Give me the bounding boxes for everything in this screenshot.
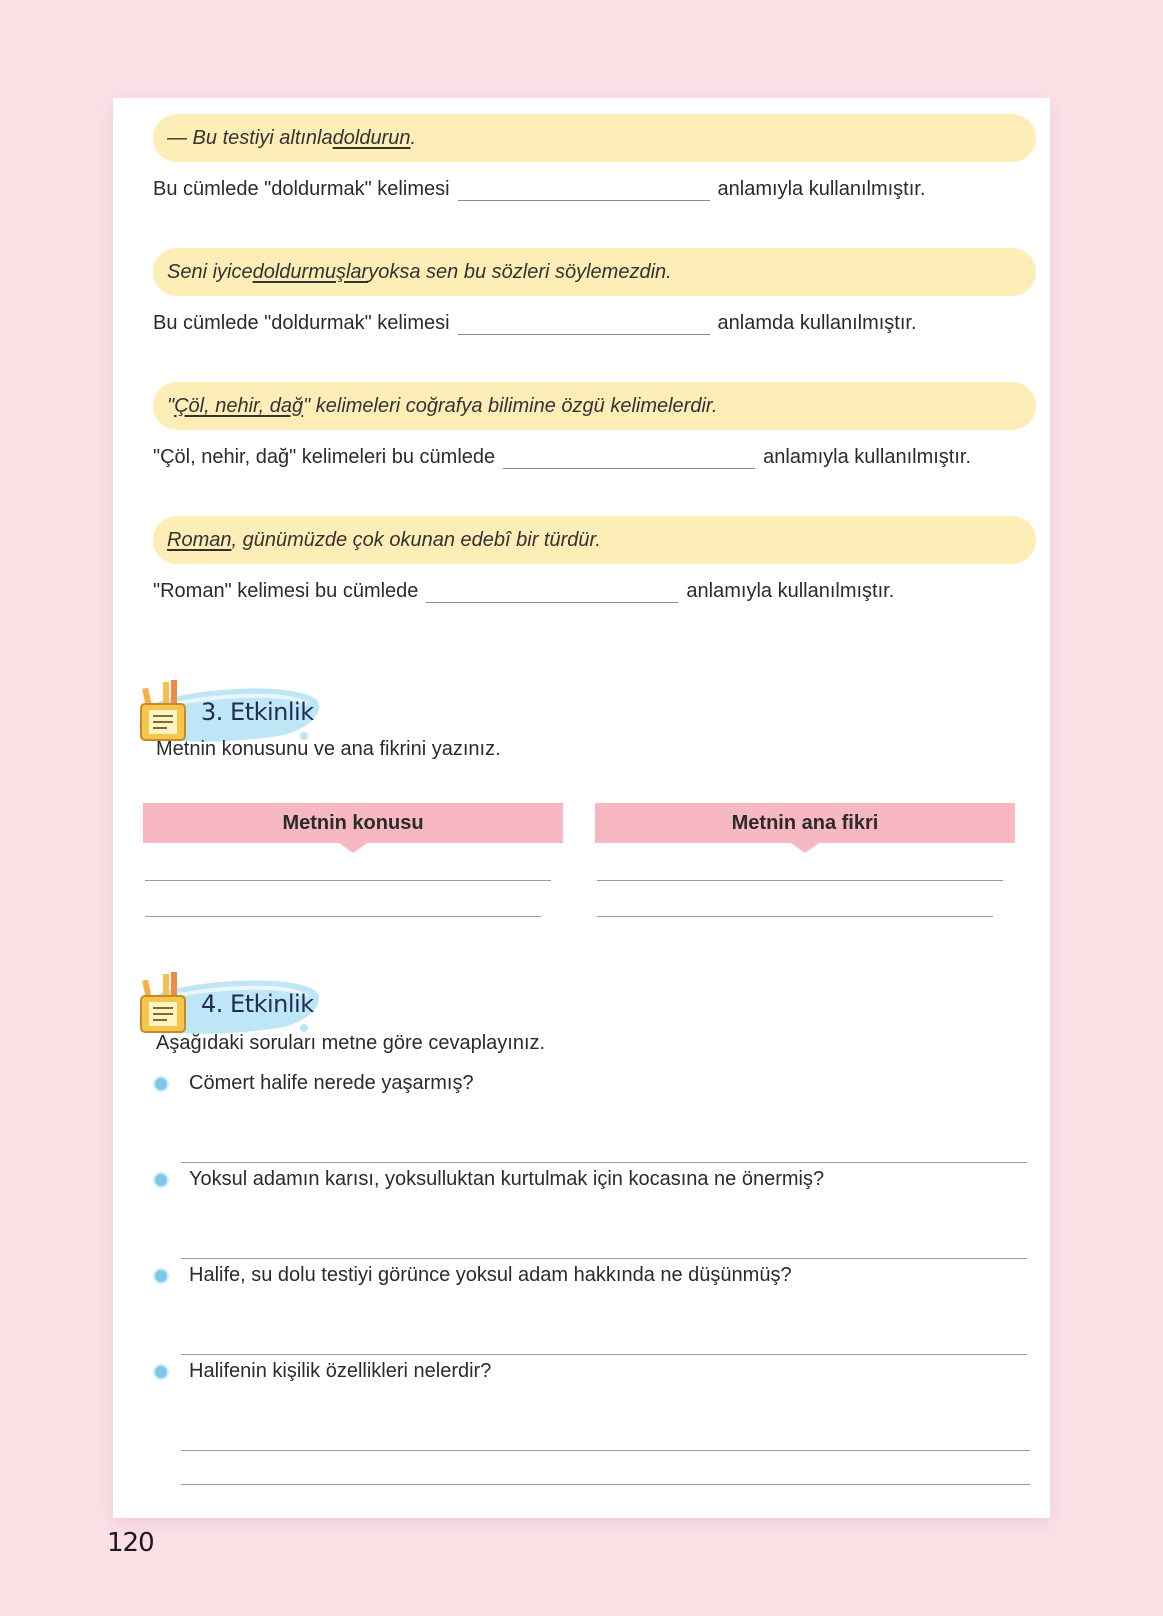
- sentence-text: , günümüzde çok okunan edebî bir türdür.: [231, 528, 601, 551]
- answer-blank-3[interactable]: [503, 450, 755, 469]
- topic-header: [143, 803, 563, 843]
- underlined-word: doldurmuşlar: [252, 260, 369, 283]
- prompt-text: "Çöl, nehir, dağ" kelimeleri bu cümlede: [153, 446, 496, 468]
- sentence-text: .: [410, 126, 417, 149]
- fill-prompt-3: [153, 446, 971, 469]
- question-item: [153, 1168, 824, 1191]
- topic-header-label: Metnin konusu: [282, 811, 424, 834]
- main-idea-header-label: Metnin ana fikri: [731, 811, 879, 834]
- example-sentence-4: [153, 516, 1036, 564]
- page-number: 120: [107, 1528, 154, 1558]
- activity-title: 3. Etkinlik: [201, 698, 314, 726]
- sentence-text: Seni iyice: [167, 260, 253, 283]
- answer-blank-2[interactable]: [458, 316, 710, 335]
- prompt-text: Bu cümlede "doldurmak" kelimesi: [153, 178, 450, 200]
- header-pointer: [339, 843, 367, 853]
- answer-line[interactable]: [181, 1354, 1027, 1355]
- example-sentence-2: [153, 248, 1036, 296]
- underlined-word: Çöl, nehir, dağ: [174, 394, 304, 417]
- answer-line[interactable]: [181, 1258, 1027, 1259]
- answer-line[interactable]: [181, 1484, 1030, 1485]
- question-text: Halifenin kişilik özellikleri nelerdir?: [189, 1360, 492, 1382]
- underlined-word: Roman: [167, 528, 232, 551]
- prompt-text: "Roman" kelimesi bu cümlede: [153, 580, 419, 602]
- fill-prompt-2: [153, 312, 917, 335]
- question-text: Halife, su dolu testiyi görünce yoksul adam hakkında ne düşünmüş?: [189, 1264, 792, 1286]
- question-item: [153, 1072, 474, 1095]
- answer-line[interactable]: [181, 1162, 1027, 1163]
- activity-3-instruction: Metnin konusunu ve ana fikrini yazınız.: [156, 738, 501, 760]
- activity-3-badge: [129, 678, 321, 746]
- header-pointer: [791, 843, 819, 853]
- prompt-text: Bu cümlede "doldurmak" kelimesi: [153, 312, 450, 334]
- bullet-dot-icon: [153, 1364, 169, 1380]
- fill-prompt-1: [153, 178, 925, 201]
- example-sentence-3: [153, 382, 1036, 430]
- bullet-dot-icon: [153, 1268, 169, 1284]
- answer-line[interactable]: [181, 1450, 1030, 1451]
- example-sentence-1: [153, 114, 1036, 162]
- main-idea-answer-line[interactable]: [597, 916, 993, 917]
- prompt-text: anlamda kullanılmıştır.: [717, 312, 917, 334]
- topic-answer-line[interactable]: [145, 916, 541, 917]
- answer-blank-1[interactable]: [458, 182, 710, 201]
- question-item: [153, 1264, 792, 1287]
- sentence-text: yoksa sen bu sözleri söylemezdin.: [368, 260, 672, 283]
- prompt-text: anlamıyla kullanılmıştır.: [717, 178, 926, 200]
- underlined-word: doldurun: [332, 126, 411, 149]
- activity-4-instruction: Aşağıdaki soruları metne göre cevaplayınız.: [156, 1032, 546, 1054]
- bullet-dot-icon: [153, 1076, 169, 1092]
- question-item: [153, 1360, 491, 1383]
- main-idea-answer-line[interactable]: [597, 880, 1003, 881]
- sentence-text: ": [167, 394, 175, 417]
- main-idea-header: [595, 803, 1015, 843]
- fill-prompt-4: [153, 580, 894, 603]
- activity-title: 4. Etkinlik: [201, 990, 314, 1018]
- sentence-text: " kelimeleri coğrafya bilimine özgü kelimelerdir.: [303, 394, 718, 417]
- prompt-text: anlamıyla kullanılmıştır.: [763, 446, 972, 468]
- bullet-dot-icon: [153, 1172, 169, 1188]
- sentence-text: — Bu testiyi altınla: [167, 126, 333, 149]
- prompt-text: anlamıyla kullanılmıştır.: [686, 580, 895, 602]
- answer-blank-4[interactable]: [426, 584, 678, 603]
- topic-answer-line[interactable]: [145, 880, 551, 881]
- question-text: Yoksul adamın karısı, yoksulluktan kurtulmak için kocasına ne önermiş?: [189, 1168, 825, 1190]
- question-text: Cömert halife nerede yaşarmış?: [189, 1072, 474, 1094]
- worksheet-page: [113, 98, 1050, 1518]
- activity-4-badge: [129, 970, 321, 1038]
